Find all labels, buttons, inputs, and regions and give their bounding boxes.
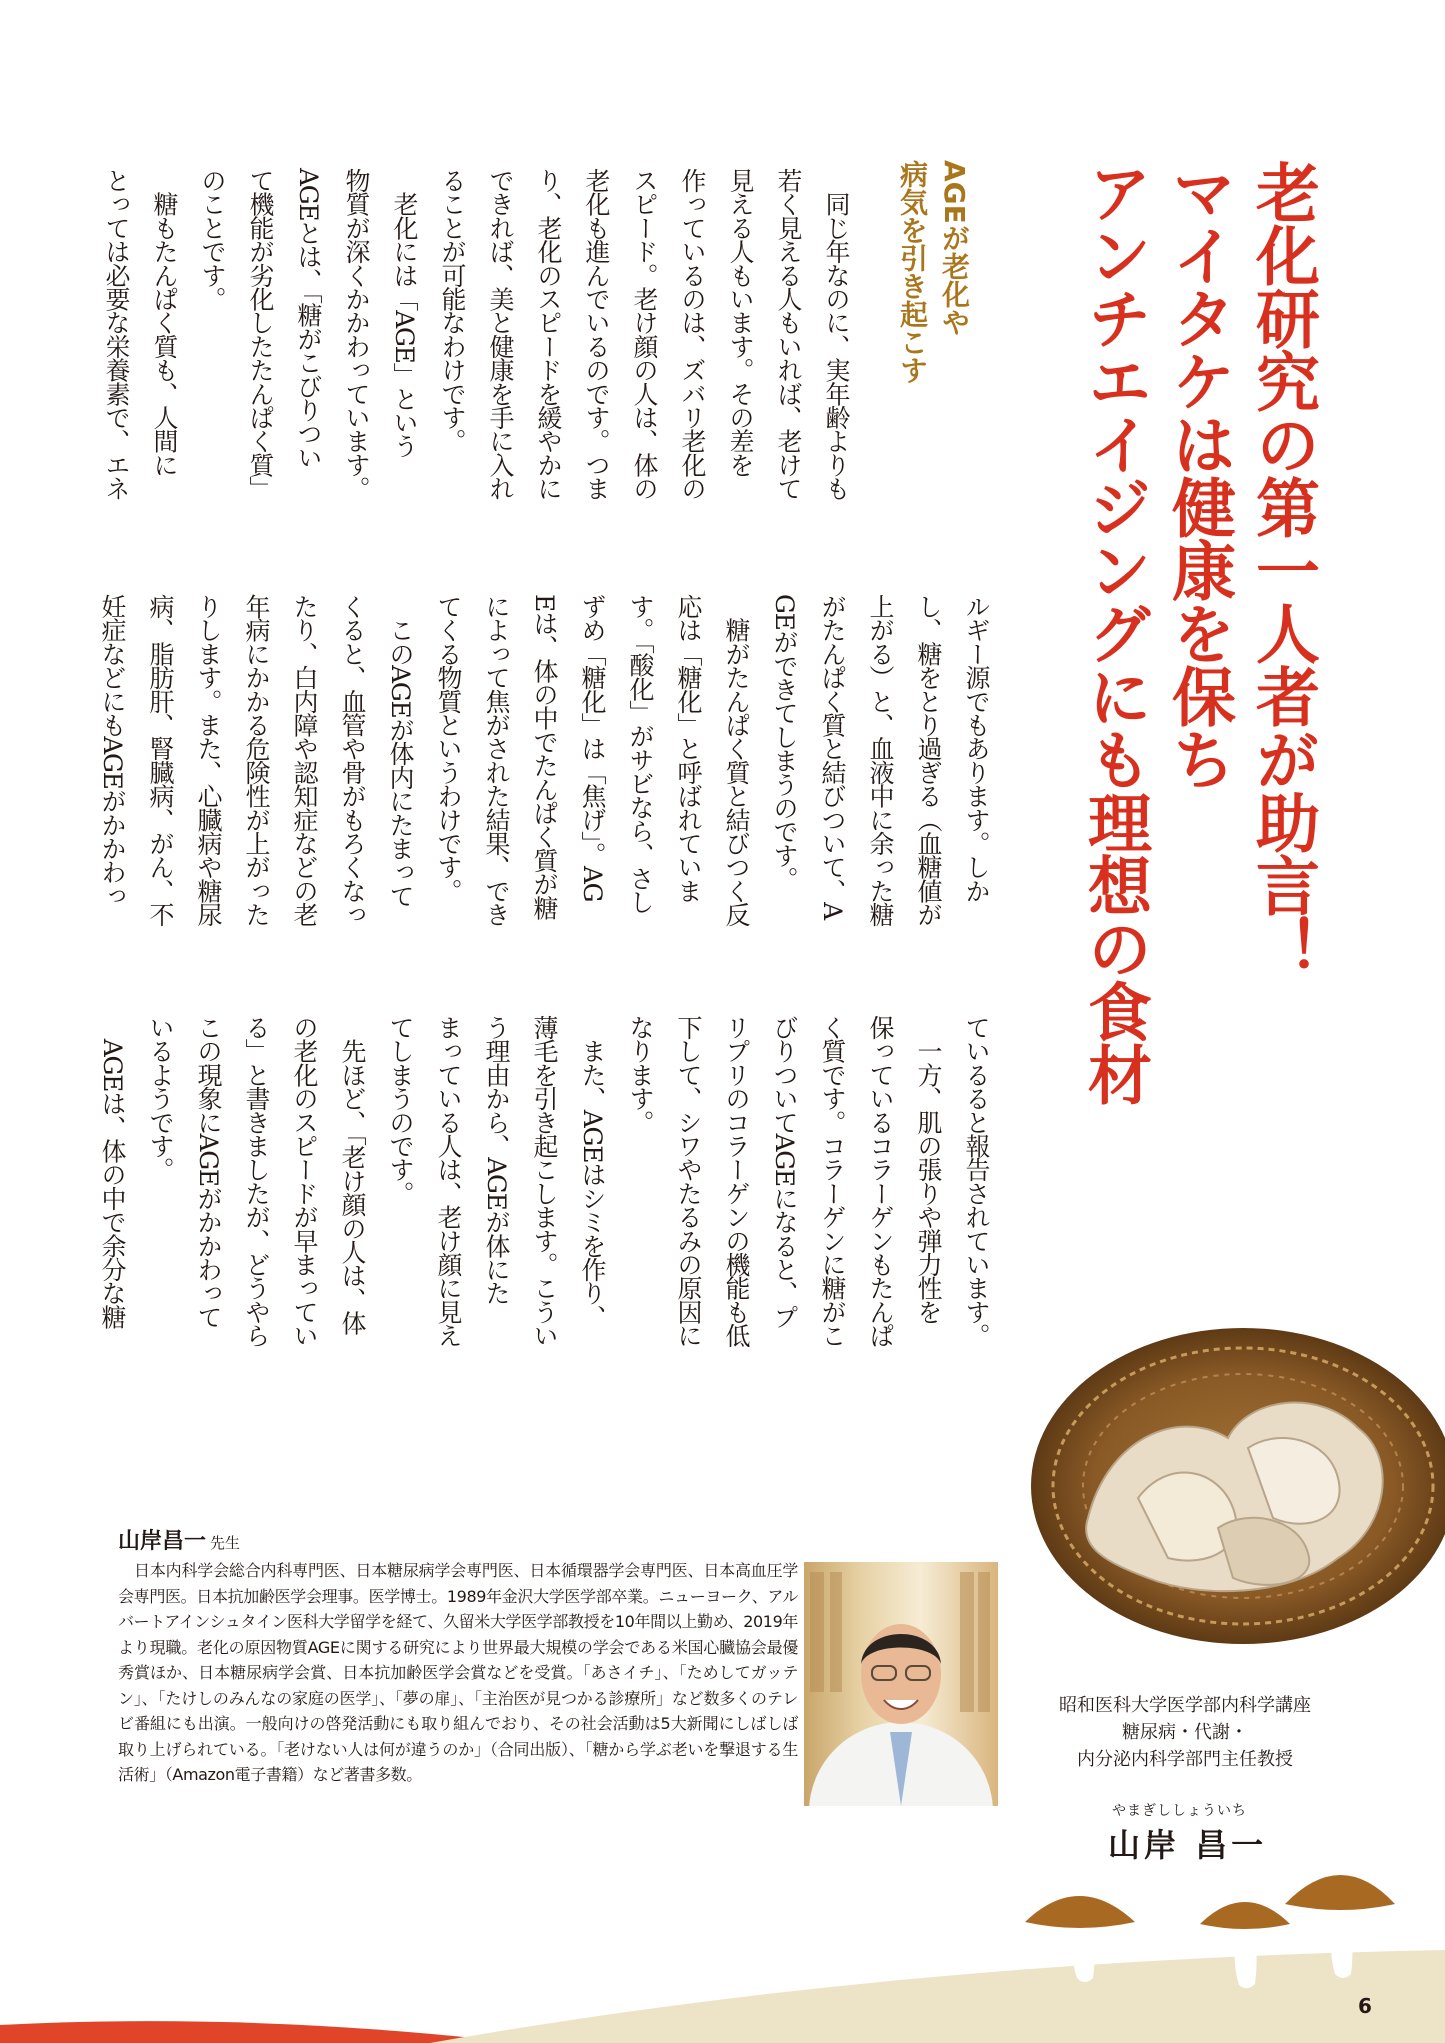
body-line: のことです。 [198, 168, 227, 311]
body-line: 下して、シワやたるみの原因に [674, 1015, 703, 1347]
body-line: 老化も進んでいるのです。つま [582, 168, 611, 500]
affiliation: 昭和医科大学医学部内科学講座 糖尿病・代謝・ 内分泌内科学部門主任教授 [1059, 1695, 1311, 1770]
professor-name: 山岸 昌一 [1108, 1826, 1268, 1864]
body-line: また、AGEはシミを作り、 [578, 1015, 607, 1329]
body-line: ることが可能なわけです。 [438, 168, 467, 453]
mushroom-icons [1015, 1850, 1395, 2000]
body-line: たり、白内障や認知症などの老 [290, 594, 319, 926]
subheading-line-2: 病気を引き起こす [896, 160, 929, 384]
body-line: 見える人もいます。その差を [726, 168, 755, 477]
body-line: リプリのコラーゲンの機能も低 [722, 1015, 751, 1347]
body-line: く質です。コラーゲンに糖がこ [818, 1015, 847, 1347]
body-line: 年病にかかる危険性が上がった [242, 594, 271, 926]
page-number: 6 [1358, 1994, 1372, 2018]
body-line: 応は「糖化」と呼ばれていま [674, 594, 703, 903]
body-line: くると、血管や骨がもろくなっ [338, 594, 367, 926]
body-line: 保っているコラーゲンもたんぱ [866, 1015, 895, 1347]
body-line: 一方、肌の張りや弾力性を [914, 1015, 943, 1324]
body-line: このAGEが体内にたまって [386, 594, 415, 908]
body-line: この現象にAGEがかかわって [194, 1015, 223, 1329]
body-line: す。「酸化」がサビなら、さし [626, 594, 655, 914]
body-line: 糖もたんぱく質も、人間に [150, 168, 179, 477]
body-line: る」と書きましたが、どうやら [242, 1015, 271, 1347]
body-line: 病、脂肪肝、腎臓病、がん、不 [146, 594, 175, 926]
professor-name-ruby: やまぎししょういち [1112, 1803, 1247, 1819]
portrait-photo [804, 1562, 998, 1806]
body-line: スピード。老け顔の人は、体の [630, 168, 659, 500]
body-line: 糖がたんぱく質と結びつく反 [722, 594, 751, 926]
maitake-basket-image [1018, 1318, 1445, 1648]
body-line: し、糖をとり過ぎる（血糖値が [914, 594, 943, 926]
body-line: 先ほど、「老け顔の人は、体 [338, 1015, 367, 1335]
body-block-1 [92, 168, 860, 568]
body-line: りします。また、心臓病や糖尿 [194, 594, 223, 926]
body-line: 若く見える人もいれば、老けて [774, 168, 803, 500]
bio-text: 日本内科学会総合内科専門医、日本糖尿病学会専門医、日本循環器学会専門医、日本高血圧学会専門医。日本抗加齢医学会理事。医学博士。1989年金沢大学医学部卒業。ニューヨーク、アルバートアインシュタイン医科大学留学を経て、久留米大学医学部教授を10年間以上勤め、2019年より現職。老化の原因物質AGEに関する研究により世界最大規模の学会である米国心臓協会最優秀賞ほか、日本糖尿病学会賞、日本抗加齢医学会賞などを受賞。「あさイチ」、「ためしてガッテン」、「たけしのみんなの家庭の医学」、「夢の扉」、「主治医が見つかる診療所」など数多くのテレビ番組にも出演。一般向けの啓発活動にも取り組んでおり、その社会活動は5大新聞にしばしば取り上げられている。「老けない人は何が違うのか」（合同出版）、「糖から学ぶ老いを撃退する生活術」（Amazon電子書籍）など著書多数。 [118, 1561, 798, 1784]
body-line: う理由から、AGEが体にた [482, 1015, 511, 1305]
body-line: 老化には「AGE」という [390, 168, 419, 458]
title-line-3: アンチエイジングにも理想の食材 [1077, 160, 1151, 1105]
body-line: Eは、体の中でたんぱく質が糖 [530, 594, 559, 920]
body-line: なります。 [626, 1015, 655, 1134]
title-line-2: マイタケは健康を保ち [1161, 160, 1235, 790]
body-line: て機能が劣化したたんぱく質」 [246, 168, 275, 500]
body-line: GEができてしまうのです。 [770, 594, 799, 891]
bio-name: 山岸昌一 先生 [118, 1529, 241, 1554]
body-line: てくる物質というわけです。 [434, 594, 463, 903]
body-line: できれば、美と健康を手に入れ [486, 168, 515, 500]
body-line: AGEとは、「糖がこびりつい [294, 168, 323, 469]
body-line: り、老化のスピードを緩やかに [534, 168, 563, 500]
body-line: まっている人は、老け顔に見え [434, 1015, 463, 1347]
body-line: ているると報告されています。 [962, 1015, 991, 1347]
body-block-3 [88, 1015, 1000, 1415]
body-line: びりついてAGEになると、プ [770, 1015, 799, 1329]
title-line-1: 老化研究の第一人者が助言！ [1245, 160, 1319, 979]
body-line: ずめ「糖化」は「焦げ」。AG [578, 594, 607, 902]
body-line: によって焦がされた結果、でき [482, 594, 511, 926]
body-line: ルギー源でもあります。しか [962, 594, 991, 903]
subheading-line-1: AGEが老化や [938, 160, 971, 336]
body-line: の老化のスピードが早まってい [290, 1015, 319, 1347]
body-line: とっては必要な栄養素で、エネ [102, 168, 131, 500]
body-line: 物質が深くかかわっています。 [342, 168, 371, 500]
body-line: AGEは、体の中で余分な糖 [98, 1015, 127, 1329]
body-block-2 [88, 594, 1000, 994]
body-line: 薄毛を引き起こします。こうい [530, 1015, 559, 1347]
body-line: 同じ年なのに、実年齢よりも [822, 168, 851, 500]
body-line: いるようです。 [146, 1015, 175, 1181]
body-line: てしまうのです。 [386, 1015, 415, 1205]
body-line: 作っているのは、ズバリ老化の [678, 168, 707, 500]
body-line: 妊症などにもAGEがかかわっ [98, 594, 127, 908]
body-line: 上がる）と、血液中に余った糖 [866, 594, 895, 926]
body-line: がたんぱく質と結びついて、A [818, 594, 847, 919]
